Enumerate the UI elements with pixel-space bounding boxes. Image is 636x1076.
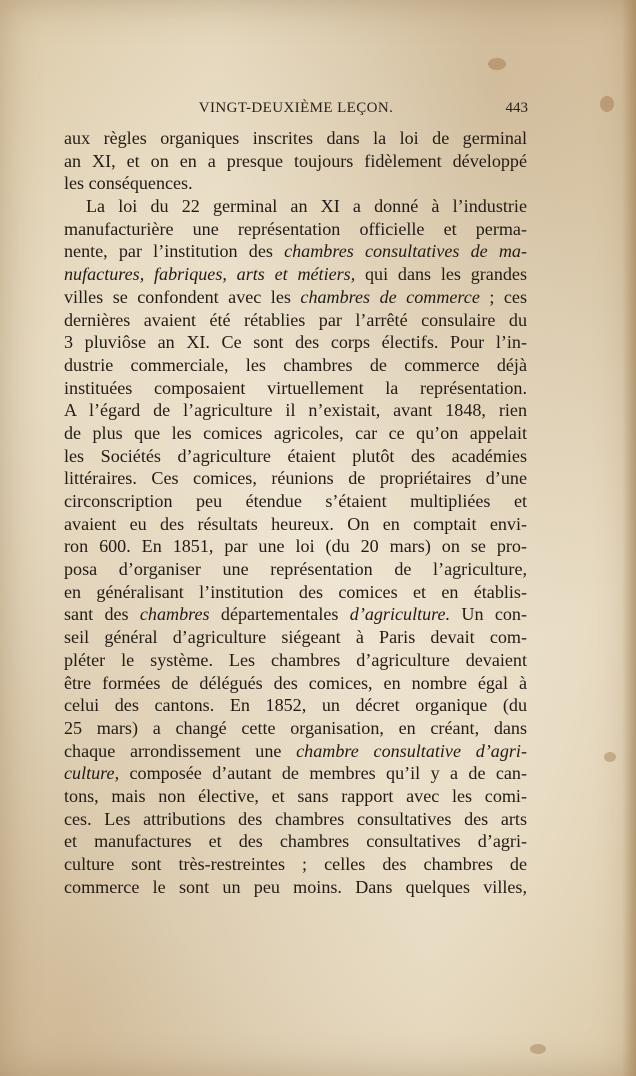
text-run: les Sociétés d’agriculture étaient plutôt des académies xyxy=(64,445,527,466)
text-run: seil général d’agriculture siégeant à Paris devait com- xyxy=(64,627,527,648)
text-run: nente, par l’institution des xyxy=(64,241,285,262)
text-run: chaque arrondissement une xyxy=(64,740,297,761)
text-run: sant des xyxy=(64,604,140,625)
text-line xyxy=(64,490,527,513)
text-run: de plus que les comices agricoles, car ce qu’on appelait xyxy=(64,422,527,443)
italic-run: chambre consultative d’agri- xyxy=(296,740,527,761)
running-head: VINGT-DEUXIÈME LEÇON. xyxy=(198,100,394,116)
text-line xyxy=(64,876,527,899)
text-run: littéraires. Ces comices, réunions de propriétaires d’une xyxy=(64,468,527,489)
text-line xyxy=(64,830,527,853)
text-line xyxy=(64,218,527,241)
text-run: commerce le sont un peu moins. Dans quelques villes, xyxy=(64,876,527,897)
text-run: dernières avaient été rétablies par l’arrêté consulaire du xyxy=(64,309,527,330)
text-run: circonscription peu étendue s’étaient multipliées et xyxy=(64,491,527,511)
text-line xyxy=(64,581,527,604)
text-line xyxy=(64,150,527,173)
text-line xyxy=(64,740,527,763)
text-line xyxy=(64,331,527,354)
text-run: manufacturière une représentation officielle et perma- xyxy=(64,218,527,239)
text-run: celui des cantons. En 1852, un décret organique (du xyxy=(64,695,527,716)
page-header xyxy=(64,100,528,126)
text-run: qui dans les grandes xyxy=(355,264,527,285)
text-run: villes se confondent avec les xyxy=(64,286,301,307)
italic-run: chambres xyxy=(139,604,210,625)
italic-run: culture, xyxy=(64,763,120,784)
text-run: an XI, et on en a presque toujours fidèlement développé xyxy=(64,150,527,171)
text-run: tons, mais non élective, et sans rapport avec les comi- xyxy=(64,785,527,806)
text-run: être formées de délégués des comices, en nombre égal à xyxy=(64,672,527,693)
text-line xyxy=(64,762,527,785)
text-run: ; ces xyxy=(479,286,527,307)
text-run: instituées composaient virtuellement la représentation. xyxy=(64,377,527,398)
foxing-stain xyxy=(530,1044,546,1054)
text-line xyxy=(64,195,527,218)
text-line xyxy=(64,785,527,808)
text-run: avaient eu des résultats heureux. On en comptait envi- xyxy=(64,513,527,534)
italic-run: nufactures, fabriques, arts et métiers, xyxy=(64,264,356,285)
italic-run: d’agriculture. xyxy=(349,604,451,625)
body-text xyxy=(64,127,527,898)
text-line xyxy=(64,309,527,332)
text-line xyxy=(64,535,527,558)
text-run: composée d’autant de membres qu’il y a de can- xyxy=(119,763,527,784)
text-line xyxy=(64,808,527,831)
text-line xyxy=(64,377,527,400)
italic-run: chambres de commerce xyxy=(300,286,480,307)
text-line xyxy=(64,694,527,717)
text-line xyxy=(64,558,527,581)
text-line xyxy=(64,626,527,649)
foxing-stain xyxy=(600,96,614,112)
text-line xyxy=(64,853,527,876)
text-line xyxy=(64,649,527,672)
text-run: dustrie commerciale, les chambres de commerce déjà xyxy=(64,354,527,375)
text-line xyxy=(64,263,527,286)
text-line xyxy=(64,672,527,695)
page-number: 443 xyxy=(505,100,528,116)
text-line xyxy=(64,513,527,536)
text-line xyxy=(64,399,527,422)
text-run: aux règles organiques inscrites dans la loi de germinal xyxy=(64,128,527,148)
text-line xyxy=(64,240,527,263)
text-line xyxy=(64,445,527,468)
text-run: Un con- xyxy=(450,604,527,625)
text-line xyxy=(64,467,527,490)
text-run: posa d’organiser une représentation de l’agriculture, xyxy=(64,559,527,580)
text-run: ces. Les attributions des chambres consultatives des arts xyxy=(64,808,527,829)
text-line xyxy=(64,127,527,150)
foxing-stain xyxy=(488,58,506,70)
text-line xyxy=(64,422,527,445)
text-run: en généralisant l’institution des comices et en établis- xyxy=(64,581,527,602)
text-run: 3 pluviôse an XI. Ce sont des corps électifs. Pour l’in- xyxy=(64,332,527,353)
text-run: 25 mars) a changé cette organisation, en créant, dans xyxy=(64,717,527,738)
text-run: La loi du 22 germinal an XI a donné à l’industrie xyxy=(86,196,527,217)
text-line xyxy=(64,717,527,740)
text-run: les conséquences. xyxy=(64,173,193,194)
foxing-stain xyxy=(604,752,616,762)
text-line xyxy=(64,354,527,377)
text-line xyxy=(64,172,527,195)
text-run: A l’égard de l’agriculture il n’existait, avant 1848, rien xyxy=(64,400,527,421)
page-edge-shading xyxy=(622,0,636,1076)
text-line xyxy=(64,286,527,309)
text-run: pléter le système. Les chambres d’agriculture devaient xyxy=(64,649,527,670)
text-run: culture sont très-restreintes ; celles des chambres de xyxy=(64,854,527,874)
text-line xyxy=(64,603,527,626)
text-run: ron 600. En 1851, par une loi (du 20 mars) on se pro- xyxy=(64,536,527,557)
text-run: et manufactures et des chambres consultatives d’agri- xyxy=(64,831,527,852)
text-run: départementales xyxy=(209,604,350,625)
italic-run: chambres consultatives de ma- xyxy=(284,241,527,262)
